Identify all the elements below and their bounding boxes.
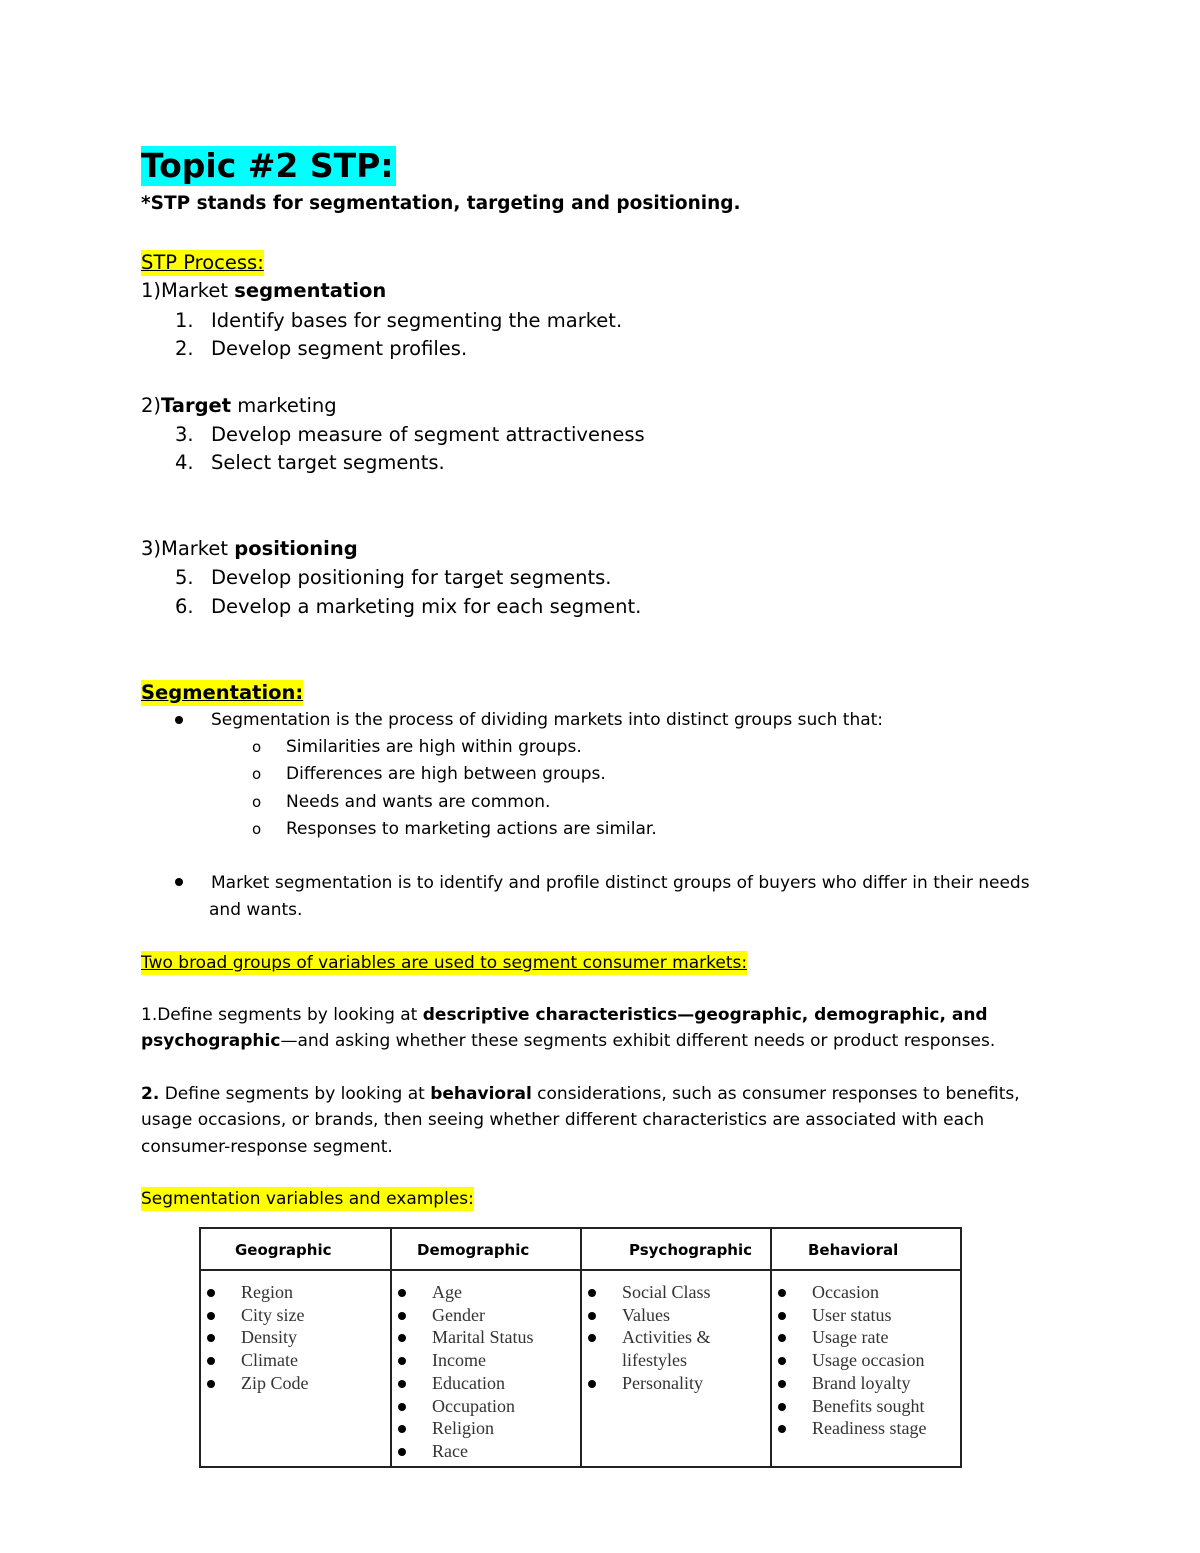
table-header-demographic: Demographic — [417, 1241, 530, 1259]
geographic-list — [201, 1281, 309, 1395]
list-item: Usage rate — [772, 1326, 926, 1349]
list-item: Zip Code — [201, 1372, 309, 1395]
list-item: Age — [392, 1281, 534, 1304]
behavioral-list — [772, 1281, 926, 1440]
page-title: Topic #2 STP: — [141, 146, 394, 185]
list-item: User status — [772, 1304, 926, 1327]
stp-step-1: 1)Market segmentation — [141, 279, 387, 302]
stp-item: 3. Develop measure of segment attractiveness — [175, 423, 645, 446]
stp-item: 1. Identify bases for segmenting the market. — [175, 309, 623, 332]
examples-heading: Segmentation variables and examples: — [141, 1189, 474, 1209]
list-item: Occasion — [772, 1281, 926, 1304]
segmentation-bullet-2-line-1: Market segmentation is to identify and profile distinct groups of buyers who differ in their needs — [211, 873, 1030, 893]
segmentation-variables-table — [199, 1227, 962, 1468]
segmentation-sub-item: o Needs and wants are common. — [252, 792, 551, 812]
list-item: Benefits sought — [772, 1395, 926, 1418]
stp-step-2: 2)Target marketing — [141, 394, 337, 417]
list-item: Values — [582, 1304, 711, 1327]
stp-item: 5. Develop positioning for target segments. — [175, 566, 612, 589]
list-item: Occupation — [392, 1395, 534, 1418]
variables-paragraph-2-line-1: 2. Define segments by looking at behavioral considerations, such as consumer responses to benefits, — [141, 1084, 1020, 1104]
variables-paragraph-2-line-3: consumer-response segment. — [141, 1137, 393, 1157]
list-item: Race — [392, 1440, 534, 1463]
table-header-geographic: Geographic — [235, 1241, 332, 1259]
variables-paragraph-1-line-1: 1.Define segments by looking at descriptive characteristics—geographic, demographic, and — [141, 1005, 988, 1025]
list-item: City size — [201, 1304, 309, 1327]
stp-item: 6. Develop a marketing mix for each segment. — [175, 595, 642, 618]
variables-heading: Two broad groups of variables are used to segment consumer markets: — [141, 953, 748, 973]
table-header-behavioral: Behavioral — [808, 1241, 899, 1259]
bullet-icon — [175, 878, 183, 886]
stp-item: 4. Select target segments. — [175, 451, 445, 474]
list-item: Education — [392, 1372, 534, 1395]
stp-step-3: 3)Market positioning — [141, 537, 358, 560]
stp-item: 2. Develop segment profiles. — [175, 337, 468, 360]
list-item: Climate — [201, 1349, 309, 1372]
list-item: Activities & — [582, 1326, 711, 1349]
page-subtitle: *STP stands for segmentation, targeting and positioning. — [141, 193, 741, 214]
segmentation-bullet-2-line-2: and wants. — [209, 900, 303, 920]
list-item: Income — [392, 1349, 534, 1372]
segmentation-sub-item: o Responses to marketing actions are similar. — [252, 819, 657, 839]
demographic-list — [392, 1281, 534, 1463]
segmentation-sub-item: o Differences are high between groups. — [252, 764, 606, 784]
table-header-psychographic: Psychographic — [629, 1241, 753, 1259]
list-item: Region — [201, 1281, 309, 1304]
list-item: Brand loyalty — [772, 1372, 926, 1395]
list-item: Social Class — [582, 1281, 711, 1304]
segmentation-heading: Segmentation: — [141, 681, 304, 704]
psychographic-list — [582, 1281, 711, 1395]
stp-process-heading: STP Process: — [141, 251, 264, 274]
variables-paragraph-1-line-2: psychographic—and asking whether these segments exhibit different needs or product responses. — [141, 1031, 996, 1051]
list-item: Density — [201, 1326, 309, 1349]
header-divider — [201, 1269, 960, 1271]
list-item: Personality — [582, 1372, 711, 1395]
list-item-continuation: lifestyles — [622, 1350, 687, 1371]
segmentation-sub-item: o Similarities are high within groups. — [252, 737, 582, 757]
list-item: Gender — [392, 1304, 534, 1327]
list-item: Readiness stage — [772, 1417, 926, 1440]
list-item: Usage occasion — [772, 1349, 926, 1372]
variables-paragraph-2-line-2: usage occasions, or brands, then seeing whether different characteristics are associated with each — [141, 1110, 985, 1130]
list-item: Marital Status — [392, 1326, 534, 1349]
bullet-icon — [175, 716, 183, 724]
segmentation-bullet-1: Segmentation is the process of dividing markets into distinct groups such that: — [211, 710, 884, 730]
list-item: Religion — [392, 1417, 534, 1440]
